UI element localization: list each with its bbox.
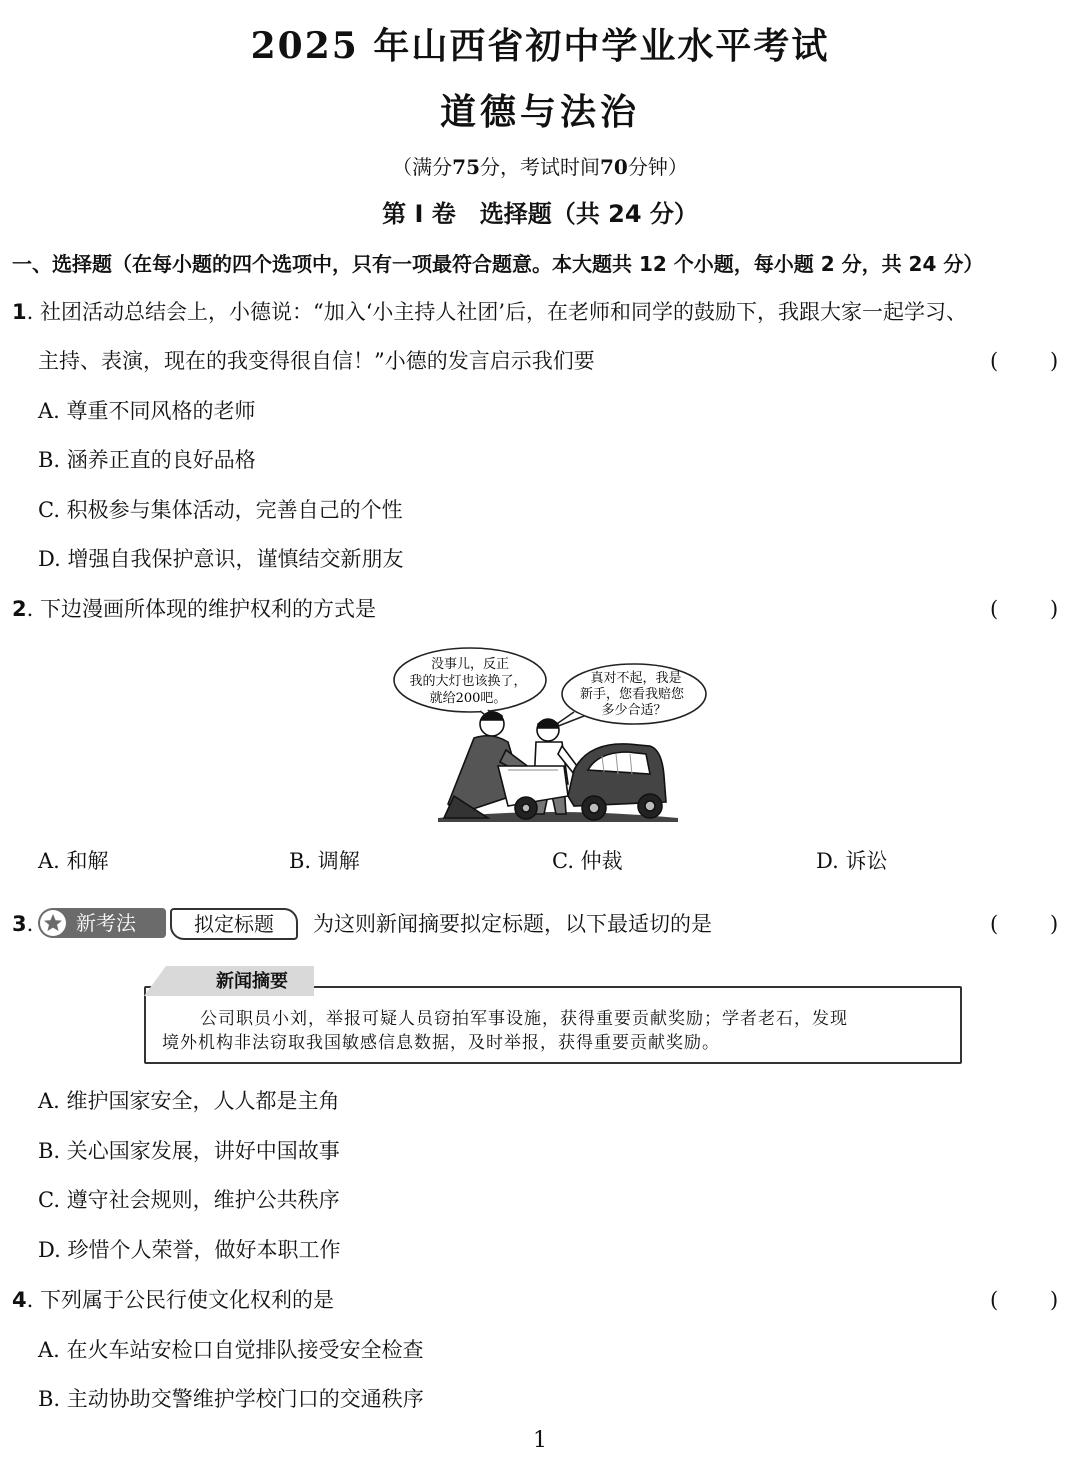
- question-2-option-c: C. 仲裁: [552, 849, 623, 873]
- question-1-stem: [12, 298, 967, 326]
- new-method-label: 新考法: [76, 911, 136, 935]
- question-4-option-b: B. 主动协助交警维护学校门口的交通秩序: [38, 1387, 424, 1411]
- news-summary-line1: 公司职员小刘，举报可疑人员窃拍军事设施，获得重要贡献奖励；学者老石，发现: [200, 1009, 848, 1029]
- paren-left: (: [990, 349, 999, 373]
- question-4-option-a: A. 在火车站安检口自觉排队接受安全检查: [38, 1338, 424, 1362]
- question-1-option-b: B. 涵养正直的良好品格: [38, 448, 256, 472]
- topic-tag: 拟定标题: [170, 908, 298, 940]
- news-summary-label: 新闻摘要: [216, 971, 288, 992]
- page-number: 1: [533, 1428, 547, 1453]
- news-summary-line2: 境外机构非法窃取我国敏感信息数据，及时举报，获得重要贡献奖励。: [162, 1033, 720, 1053]
- question-1-option-c: C. 积极参与集体活动，完善自己的个性: [38, 498, 403, 522]
- question-1-text-line1: . 社团活动总结会上，小德说：“加入‘小主持人社团’后，在老师和同学的鼓励下，我跟大家一起学习、: [26, 300, 968, 324]
- paren-left: (: [990, 912, 999, 936]
- paren-left: (: [990, 597, 999, 621]
- new-method-tag: [38, 908, 166, 938]
- exam-info-suffix: 分钟）: [627, 155, 688, 179]
- question-2-option-d: D. 诉讼: [816, 849, 888, 873]
- question-2-option-a: A. 和解: [38, 849, 109, 873]
- section-instruction: 一、选择题（在每小题的四个选项中，只有一项最符合题意。本大题共 12 个小题，每小题 2 分，共 24 分）: [12, 252, 984, 276]
- exam-info-prefix: （满分: [392, 155, 453, 179]
- paren-right: ): [1050, 1288, 1059, 1312]
- question-4-text: . 下列属于公民行使文化权利的是: [26, 1288, 334, 1312]
- paren-right: ): [1050, 349, 1059, 373]
- question-3-option-b: B. 关心国家发展，讲好中国故事: [38, 1139, 340, 1163]
- question-number: 3: [12, 912, 27, 936]
- section-title: 第 I 卷 选择题（共 24 分）: [382, 200, 698, 228]
- paren-right: ): [1050, 912, 1059, 936]
- exam-time: 70: [600, 155, 628, 179]
- full-score: 75: [452, 155, 480, 179]
- car-illustration: [568, 744, 666, 820]
- bubble-right-line3: 多少合适？: [601, 703, 667, 718]
- paren-left: (: [990, 1288, 999, 1312]
- bubble-left-line2: 我的大灯也该换了，: [409, 674, 527, 689]
- question-3-option-d: D. 珍惜个人荣誉，做好本职工作: [38, 1238, 341, 1262]
- question-2-stem: [12, 595, 376, 623]
- question-1-option-d: D. 增强自我保护意识，谨慎结交新朋友: [38, 547, 404, 571]
- question-3-option-a: A. 维护国家安全，人人都是主角: [38, 1089, 340, 1113]
- question-1-text-line2: 主持、表演，现在的我变得很自信！”小德的发言启示我们要: [38, 349, 595, 373]
- bubble-right-line1: 真对不起，我是: [590, 671, 682, 686]
- bubble-left-line1: 没事儿，反正: [430, 657, 510, 672]
- cartoon-illustration: [388, 646, 718, 826]
- star-icon: [40, 910, 66, 936]
- exam-title: 2025 年山西省初中学业水平考试: [250, 25, 830, 67]
- question-number: 1: [12, 300, 27, 324]
- question-2-option-b: B. 调解: [289, 849, 360, 873]
- question-3-number: 3.: [12, 912, 34, 936]
- question-2-text: . 下边漫画所体现的维护权利的方式是: [26, 597, 376, 621]
- exam-info: [0, 151, 1080, 180]
- paren-right: ): [1050, 597, 1059, 621]
- exam-info-mid: 分，考试时间: [480, 155, 600, 179]
- question-1-option-a: A. 尊重不同风格的老师: [38, 399, 256, 423]
- question-number: 2: [12, 597, 27, 621]
- question-number: 4: [12, 1288, 27, 1312]
- question-3-option-c: C. 遵守社会规则，维护公共秩序: [38, 1188, 340, 1212]
- bubble-left-line3: 就给200吧。: [429, 691, 507, 706]
- question-4-stem: [12, 1286, 334, 1314]
- question-3-text: 为这则新闻摘要拟定标题，以下最适切的是: [313, 912, 712, 936]
- subject-title: 道德与法治: [439, 92, 640, 133]
- bubble-right-line2: 新手，您看我赔您: [579, 687, 685, 702]
